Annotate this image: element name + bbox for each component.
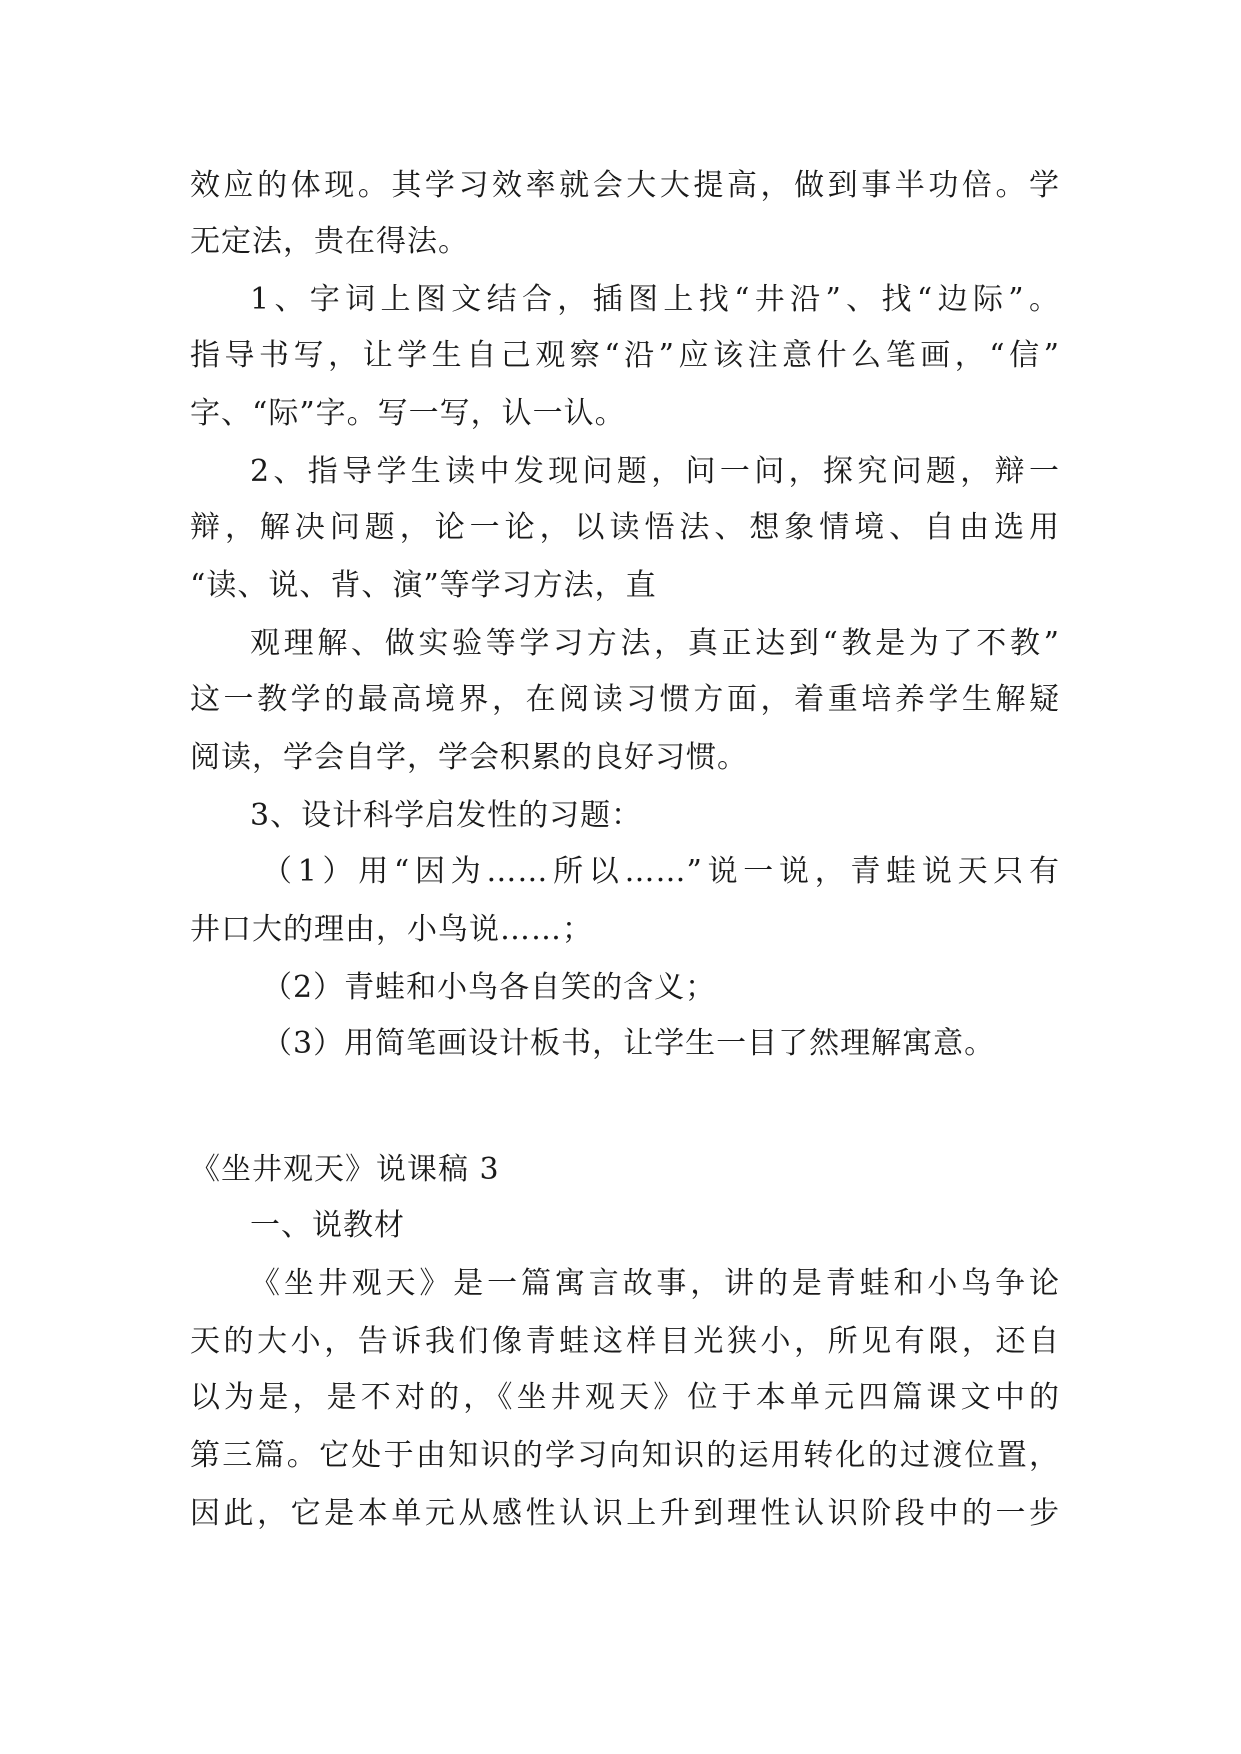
text-line-4: 指导书写，让学生自己观察“沿”应该注意什么笔画，“信” — [190, 338, 1060, 373]
text-line-3: 1、字词上图文结合，插图上找“井沿”、找“边际”。 — [250, 282, 1060, 317]
text-line-20: 第三篇。它处于由知识的学习向知识的运用转化的过渡位置， — [190, 1438, 1060, 1473]
section-heading: 《坐井观天》说课稿 3 — [190, 1152, 500, 1187]
text-line-7: 辩，解决问题，论一论，以读悟法、想象情境、自由选用 — [190, 510, 1060, 545]
text-line-11: 阅读，学会自学，学会积累的良好习惯。 — [190, 740, 748, 775]
text-line-15: （2）青蛙和小鸟各自笑的含义； — [262, 970, 717, 1005]
text-line-2: 无定法，贵在得法。 — [190, 224, 469, 259]
text-line-12: 3、设计科学启发性的习题： — [250, 798, 643, 833]
text-line-16: （3）用简笔画设计板书，让学生一目了然理解寓意。 — [262, 1026, 996, 1061]
text-line-9: 观理解、做实验等学习方法，真正达到“教是为了不教” — [250, 626, 1060, 661]
text-line-13: （1）用“因为……所以……”说一说，青蛙说天只有 — [262, 854, 1060, 889]
text-line-10: 这一教学的最高境界，在阅读习惯方面，着重培养学生解疑 — [190, 682, 1060, 717]
text-line-21: 因此，它是本单元从感性认识上升到理性认识阶段中的一步 — [190, 1496, 1060, 1531]
text-line-17: 《坐井观天》是一篇寓言故事，讲的是青蛙和小鸟争论 — [250, 1266, 1060, 1301]
text-line-6: 2、指导学生读中发现问题，问一问，探究问题，辩一 — [250, 454, 1060, 489]
text-line-18: 天的大小，告诉我们像青蛙这样目光狭小，所见有限，还自 — [190, 1324, 1060, 1359]
subheading: 一、说教材 — [250, 1208, 405, 1243]
text-line-1: 效应的体现。其学习效率就会大大提高，做到事半功倍。学 — [190, 168, 1060, 203]
text-line-5: 字、“际”字。写一写，认一认。 — [190, 396, 626, 431]
text-line-8: “读、说、背、演”等学习方法，直 — [190, 568, 657, 603]
text-line-14: 井口大的理由，小鸟说……； — [190, 912, 593, 947]
text-line-19: 以为是，是不对的，《坐井观天》位于本单元四篇课文中的 — [190, 1380, 1060, 1415]
